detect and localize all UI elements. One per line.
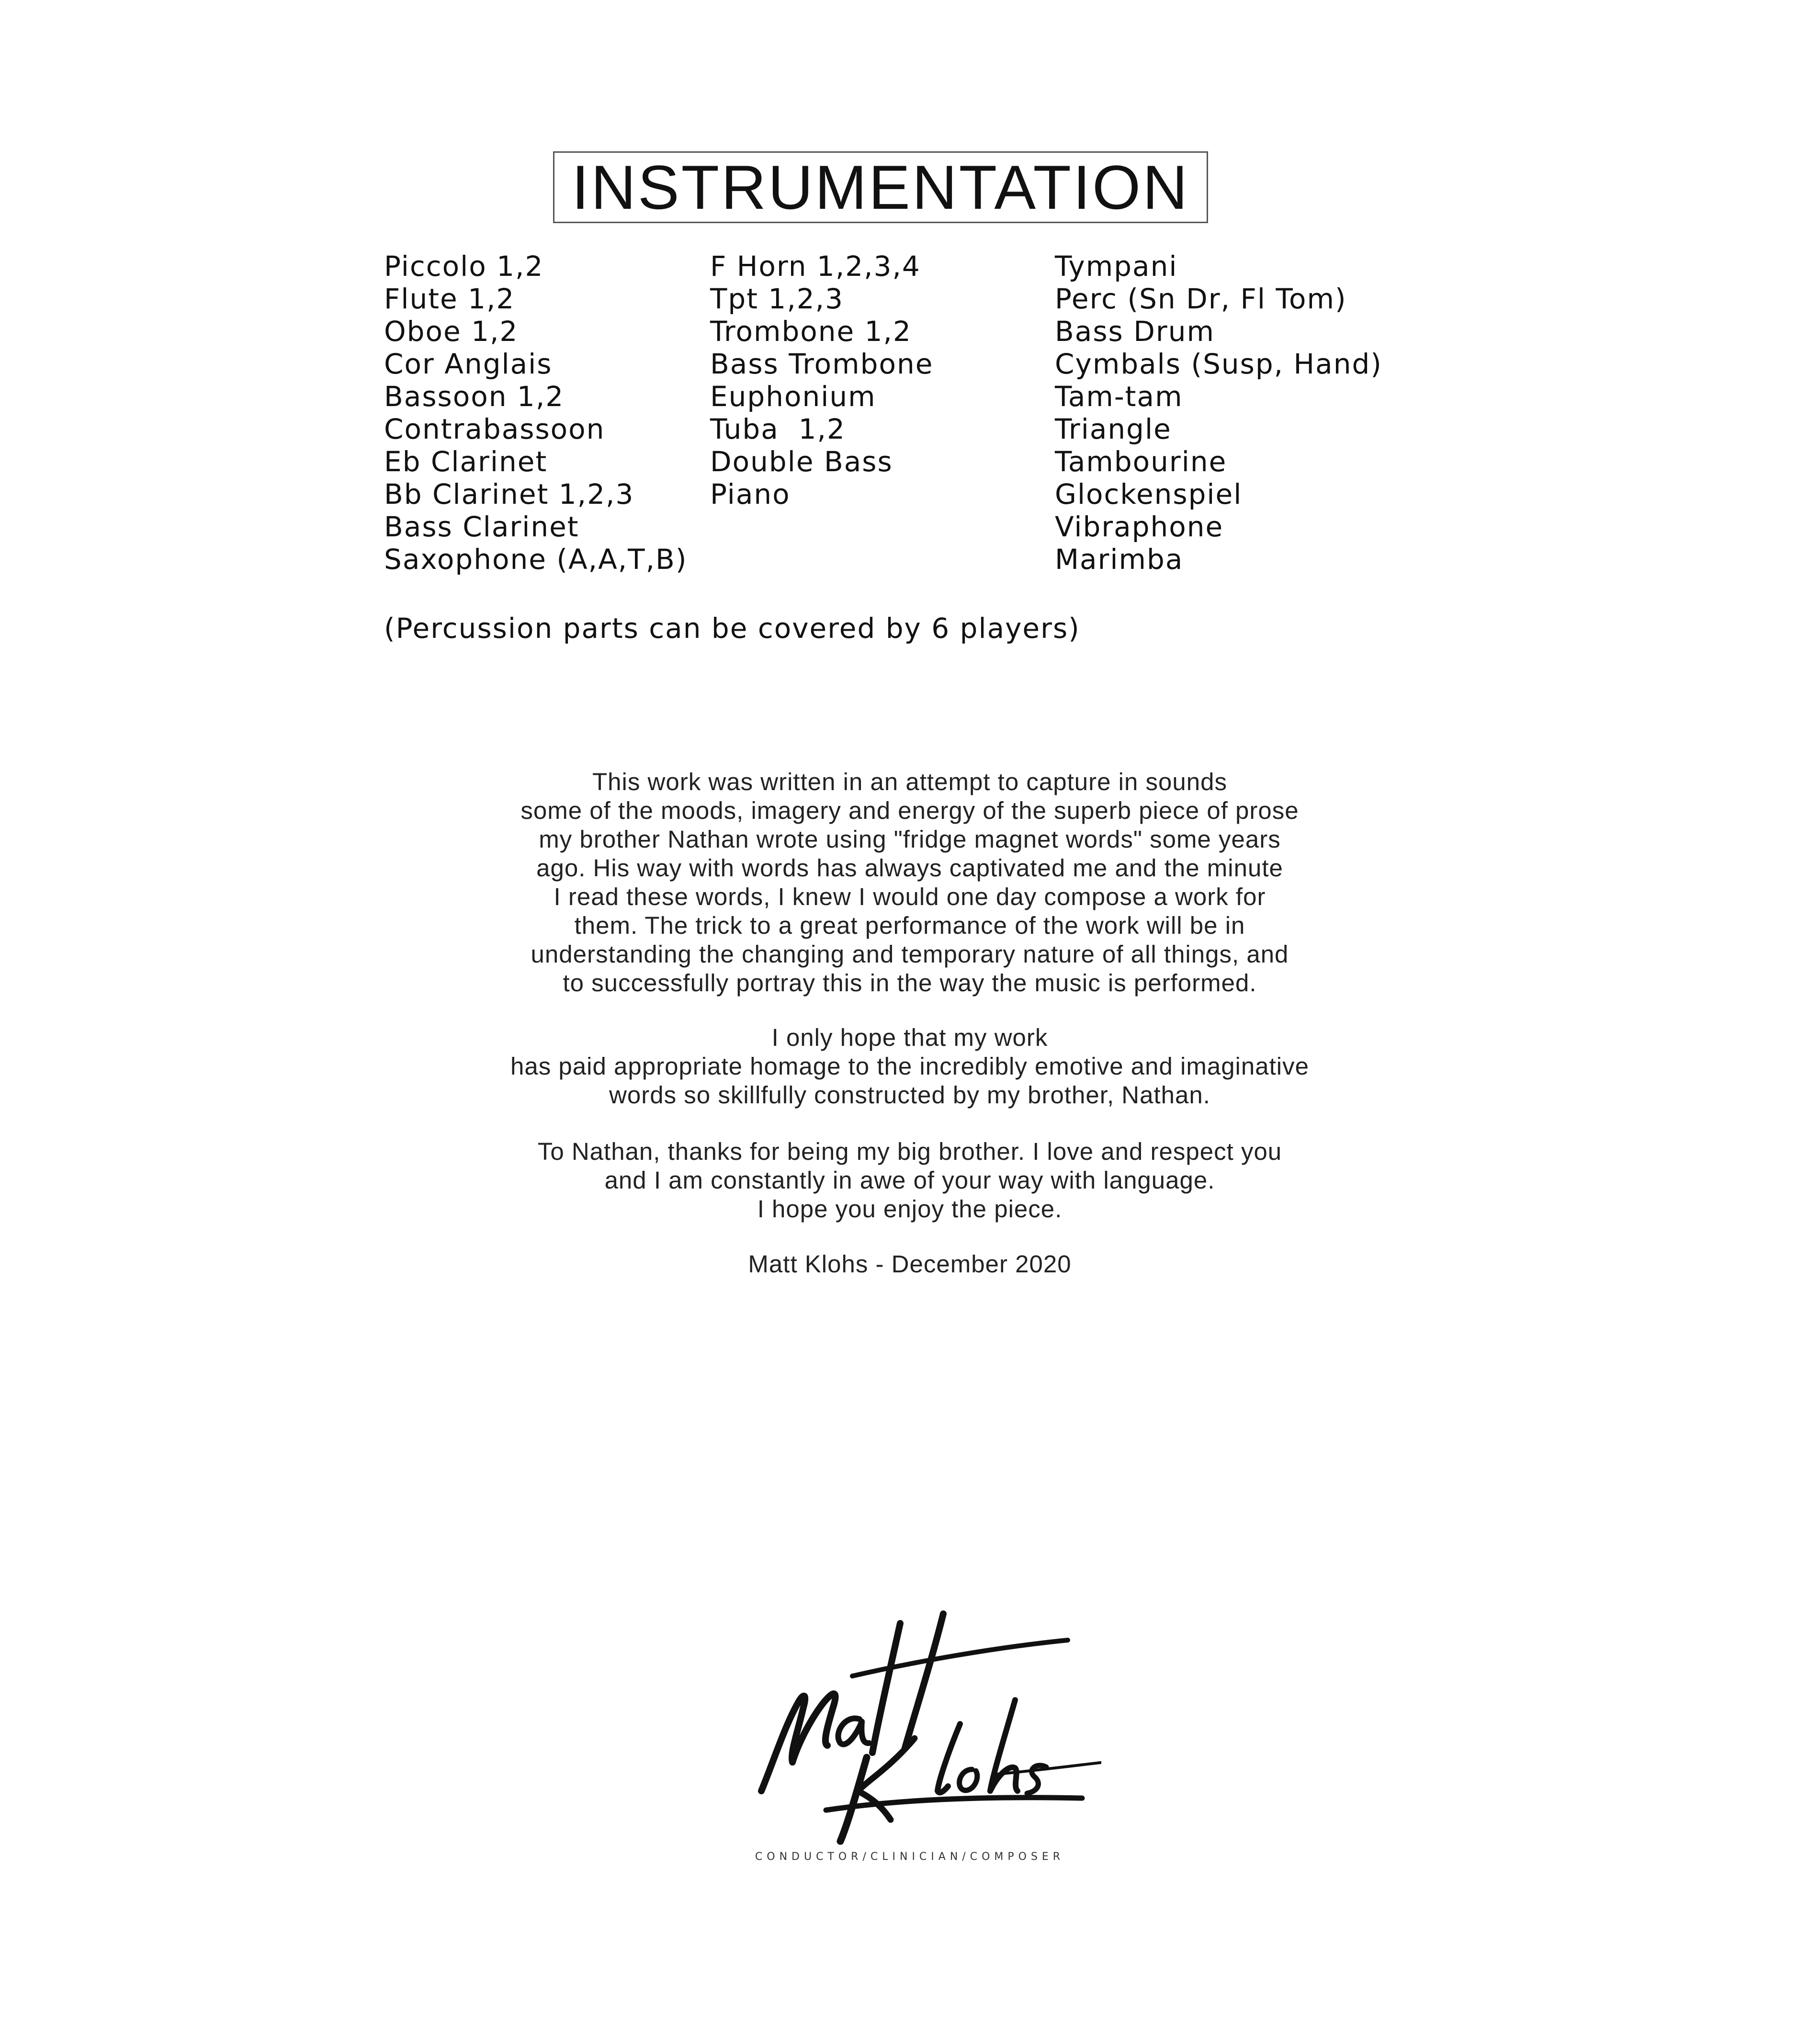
prose-line: and I am constantly in awe of your way with language. <box>604 1167 1215 1194</box>
prose-line: words so skillfully constructed by my brother, Nathan. <box>609 1081 1210 1109</box>
instrument-item: Euphonium <box>710 380 876 413</box>
instrument-item: F Horn 1,2,3,4 <box>710 250 921 283</box>
prose-line: I read these words, I knew I would one day compose a work for <box>554 883 1266 910</box>
instrument-item: Bass Trombone <box>710 348 934 380</box>
prose-line: This work was written in an attempt to capture in sounds <box>592 768 1227 795</box>
instrument-item: Bass Clarinet <box>384 510 579 543</box>
prose-line: I only hope that my work <box>771 1024 1048 1051</box>
instrument-item: Oboe 1,2 <box>384 315 519 348</box>
instrument-item: Bass Drum <box>1055 315 1215 348</box>
prose-line: my brother Nathan wrote using "fridge magnet words" some years <box>539 826 1281 853</box>
instrument-item: Perc (Sn Dr, Fl Tom) <box>1055 283 1347 315</box>
prose-line: understanding the changing and temporary nature of all things, and <box>531 940 1289 968</box>
program-note-paragraph-1 <box>335 768 1484 997</box>
instrument-item: Eb Clarinet <box>384 445 548 478</box>
page-title: INSTRUMENTATION <box>571 152 1190 222</box>
instrument-item: Triangle <box>1055 413 1172 445</box>
program-note-paragraph-2 <box>335 1023 1484 1110</box>
percussion-note: (Percussion parts can be covered by 6 players) <box>384 612 1080 645</box>
instrument-item: Cymbals (Susp, Hand) <box>1055 348 1382 380</box>
instrument-item: Glockenspiel <box>1055 478 1243 510</box>
prose-line: Matt Klohs - December 2020 <box>748 1250 1072 1278</box>
prose-line: To Nathan, thanks for being my big brother. I love and respect you <box>537 1138 1282 1165</box>
tagline: CONDUCTOR/CLINICIAN/COMPOSER <box>755 1851 1065 1863</box>
prose-line: has paid appropriate homage to the incredibly emotive and imaginative <box>510 1053 1309 1080</box>
prose-line: to successfully portray this in the way the music is performed. <box>563 969 1257 997</box>
instrument-item: Vibraphone <box>1055 510 1224 543</box>
instrument-item: Tpt 1,2,3 <box>710 283 844 315</box>
title-box <box>553 151 1208 223</box>
instrument-item: Cor Anglais <box>384 348 553 380</box>
instrument-item: Double Bass <box>710 445 893 478</box>
instrument-item: Marimba <box>1055 543 1184 576</box>
instrument-column-percussion <box>1055 250 1382 576</box>
instrument-item: Flute 1,2 <box>384 283 515 315</box>
prose-line: them. The trick to a great performance of the work will be in <box>574 912 1245 939</box>
prose-line: I hope you enjoy the piece. <box>757 1195 1063 1223</box>
instrument-item: Piano <box>710 478 791 510</box>
instrument-item: Bb Clarinet 1,2,3 <box>384 478 634 510</box>
signature-logo <box>747 1580 1101 1848</box>
instrument-item: Saxophone (A,A,T,B) <box>384 543 688 576</box>
instrument-item: Trombone 1,2 <box>710 315 912 348</box>
prose-line: some of the moods, imagery and energy of the superb piece of prose <box>520 797 1299 824</box>
instrument-item: Bassoon 1,2 <box>384 380 565 413</box>
instrument-item: Contrabassoon <box>384 413 605 445</box>
program-note-paragraph-3 <box>335 1137 1484 1224</box>
instrument-item: Tuba 1,2 <box>710 413 846 445</box>
instrument-item: Piccolo 1,2 <box>384 250 544 283</box>
instrument-item: Tambourine <box>1055 445 1227 478</box>
author-date-line <box>335 1250 1484 1279</box>
instrument-column-brass <box>710 250 933 510</box>
instrument-item: Tam-tam <box>1055 380 1183 413</box>
instrument-column-woodwinds <box>384 250 687 576</box>
instrument-item: Tympani <box>1055 250 1178 283</box>
prose-line: ago. His way with words has always captivated me and the minute <box>536 854 1283 882</box>
